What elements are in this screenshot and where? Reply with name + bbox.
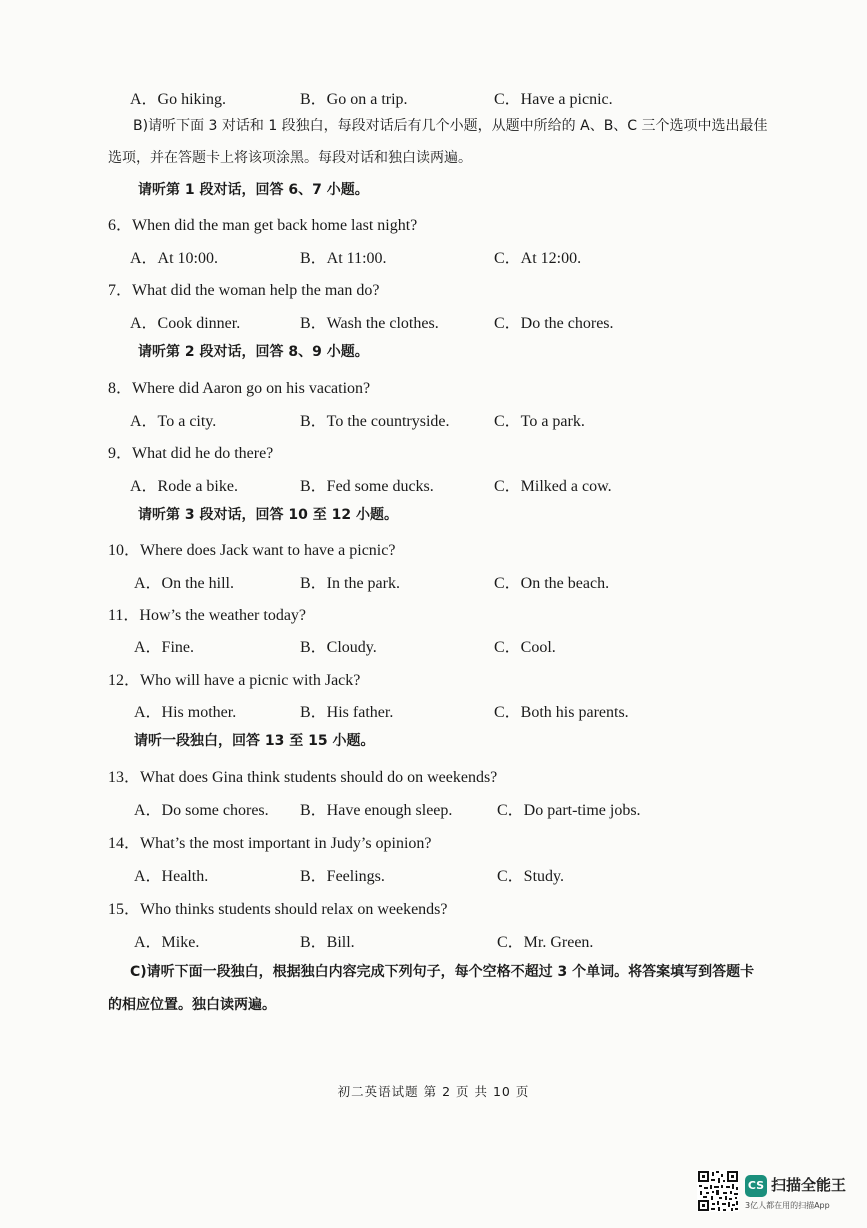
question-12: 12．Who will have a picnic with Jack? — [108, 672, 361, 689]
q12-option-a: A．His mother. — [134, 704, 237, 721]
q14-option-c: C．Study. — [497, 868, 564, 885]
q9-option-b: B．Fed some ducks. — [300, 478, 434, 495]
q8-option-b: B．To the countryside. — [300, 413, 450, 430]
q12-option-b: B．His father. — [300, 704, 394, 721]
q9-option-a: A．Rode a bike. — [130, 478, 238, 495]
q11-option-b: B．Cloudy. — [300, 639, 377, 656]
q8-option-c: C．To a park. — [494, 413, 585, 430]
q5-option-a: A．Go hiking. — [130, 91, 227, 108]
question-8: 8．Where did Aaron go on his vacation? — [108, 380, 371, 397]
q13-option-b: B．Have enough sleep. — [300, 802, 453, 819]
section-b-instruction-line1: B)请听下面 3 对话和 1 段独白，每段对话后有几个小题，从题中所给的 A、B、C 三个选项中选出最佳 — [133, 118, 768, 134]
q7-option-a: A．Cook dinner. — [130, 315, 241, 332]
scanner-brand: 扫描全能王 — [771, 1176, 847, 1194]
question-10: 10．Where does Jack want to have a picnic? — [108, 542, 396, 559]
section-c-instruction-line2: 的相应位置。独白读两遍。 — [108, 997, 276, 1013]
question-6: 6．When did the man get back home last night? — [108, 217, 418, 234]
question-14: 14．What’s the most important in Judy’s opinion? — [108, 835, 432, 852]
question-7: 7．What did the woman help the man do? — [108, 282, 380, 299]
q7-option-c: C．Do the chores. — [494, 315, 614, 332]
q15-option-b: B．Bill. — [300, 934, 355, 951]
q11-option-c: C．Cool. — [494, 639, 556, 656]
q6-option-c: C．At 12:00. — [494, 250, 582, 267]
q6-option-b: B．At 11:00. — [300, 250, 387, 267]
qr-code-icon — [697, 1170, 739, 1212]
q10-option-c: C．On the beach. — [494, 575, 610, 592]
q8-option-a: A．To a city. — [130, 413, 217, 430]
page-footer: 初二英语试题 第 2 页 共 10 页 — [337, 1084, 530, 1099]
scanner-watermark — [697, 1170, 859, 1214]
dialog3-heading: 请听第 3 段对话，回答 10 至 12 小题。 — [138, 507, 398, 523]
camscanner-logo-icon: CS — [745, 1175, 767, 1197]
question-13: 13．What does Gina think students should do on weekends? — [108, 769, 498, 786]
section-c-instruction-line1: C)请听下面一段独白，根据独白内容完成下列句子，每个空格不超过 3 个单词。将答案填写到答题卡 — [130, 964, 755, 980]
q13-option-c: C．Do part-time jobs. — [497, 802, 641, 819]
q7-option-b: B．Wash the clothes. — [300, 315, 439, 332]
dialog1-heading: 请听第 1 段对话，回答 6、7 小题。 — [138, 182, 369, 198]
dialog2-heading: 请听第 2 段对话，回答 8、9 小题。 — [138, 344, 369, 360]
question-15: 15．Who thinks students should relax on weekends? — [108, 901, 448, 918]
q6-option-a: A．At 10:00. — [130, 250, 219, 267]
question-9: 9．What did he do there? — [108, 445, 274, 462]
q10-option-b: B．In the park. — [300, 575, 400, 592]
q5-option-b: B．Go on a trip. — [300, 91, 408, 108]
section-b-instruction-line2: 选项，并在答题卡上将该项涂黑。每段对话和独白读两遍。 — [108, 150, 472, 166]
q5-option-c: C．Have a picnic. — [494, 91, 613, 108]
question-11: 11．How’s the weather today? — [108, 607, 307, 624]
q15-option-a: A．Mike. — [134, 934, 200, 951]
q14-option-a: A．Health. — [134, 868, 209, 885]
q15-option-c: C．Mr. Green. — [497, 934, 594, 951]
q13-option-a: A．Do some chores. — [134, 802, 269, 819]
monologue-heading: 请听一段独白，回答 13 至 15 小题。 — [134, 733, 375, 749]
q10-option-a: A．On the hill. — [134, 575, 234, 592]
q9-option-c: C．Milked a cow. — [494, 478, 612, 495]
q11-option-a: A．Fine. — [134, 639, 195, 656]
q12-option-c: C．Both his parents. — [494, 704, 629, 721]
scanner-slogan: 3亿人都在用的扫描App — [745, 1201, 830, 1210]
q14-option-b: B．Feelings. — [300, 868, 385, 885]
